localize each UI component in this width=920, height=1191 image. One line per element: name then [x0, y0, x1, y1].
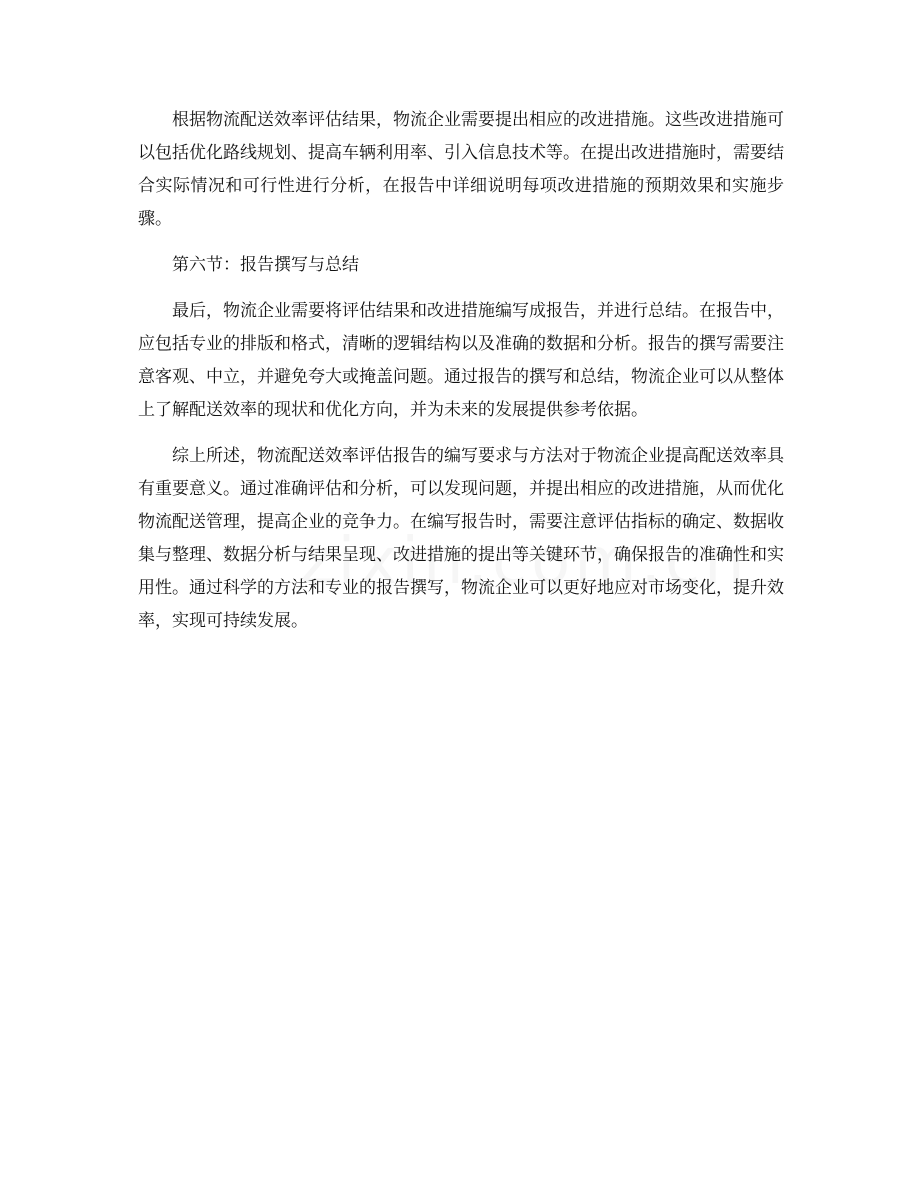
section-heading: 第六节：报告撰写与总结 — [172, 255, 359, 275]
document-body — [138, 104, 784, 638]
paragraph-improvement-measures: 根据物流配送效率评估结果，物流企业需要提出相应的改进措施。这些改进措施可以包括优化路线规划、提高车辆利用率、引入信息技术等。在提出改进措施时，需要结合实际情况和可行性进行分析，在报告中详细说明每项改进措施的预期效果和实施步骤。 — [138, 110, 784, 229]
paragraph-conclusion: 综上所述，物流配送效率评估报告的编写要求与方法对于物流企业提高配送效率具有重要意义。通过准确评估和分析，可以发现问题，并提出相应的改进措施，从而优化物流配送管理，提高企业的竞争力。在编写报告时，需要注意评估指标的确定、数据收集与整理、数据分析与结果呈现、改进措施的提出等关键环节，确保报告的准确性和实用性。通过科学的方法和专业的报告撰写，物流企业可以更好地应对市场变化，提升效率，实现可持续发展。 — [138, 446, 784, 631]
paragraph-report-writing: 最后，物流企业需要将评估结果和改进措施编写成报告，并进行总结。在报告中，应包括专业的排版和格式，清晰的逻辑结构以及准确的数据和分析。报告的撰写需要注意客观、中立，并避免夸大或掩盖问题。通过报告的撰写和总结，物流企业可以从整体上了解配送效率的现状和优化方向，并为未来的发展提供参考依据。 — [138, 301, 784, 420]
